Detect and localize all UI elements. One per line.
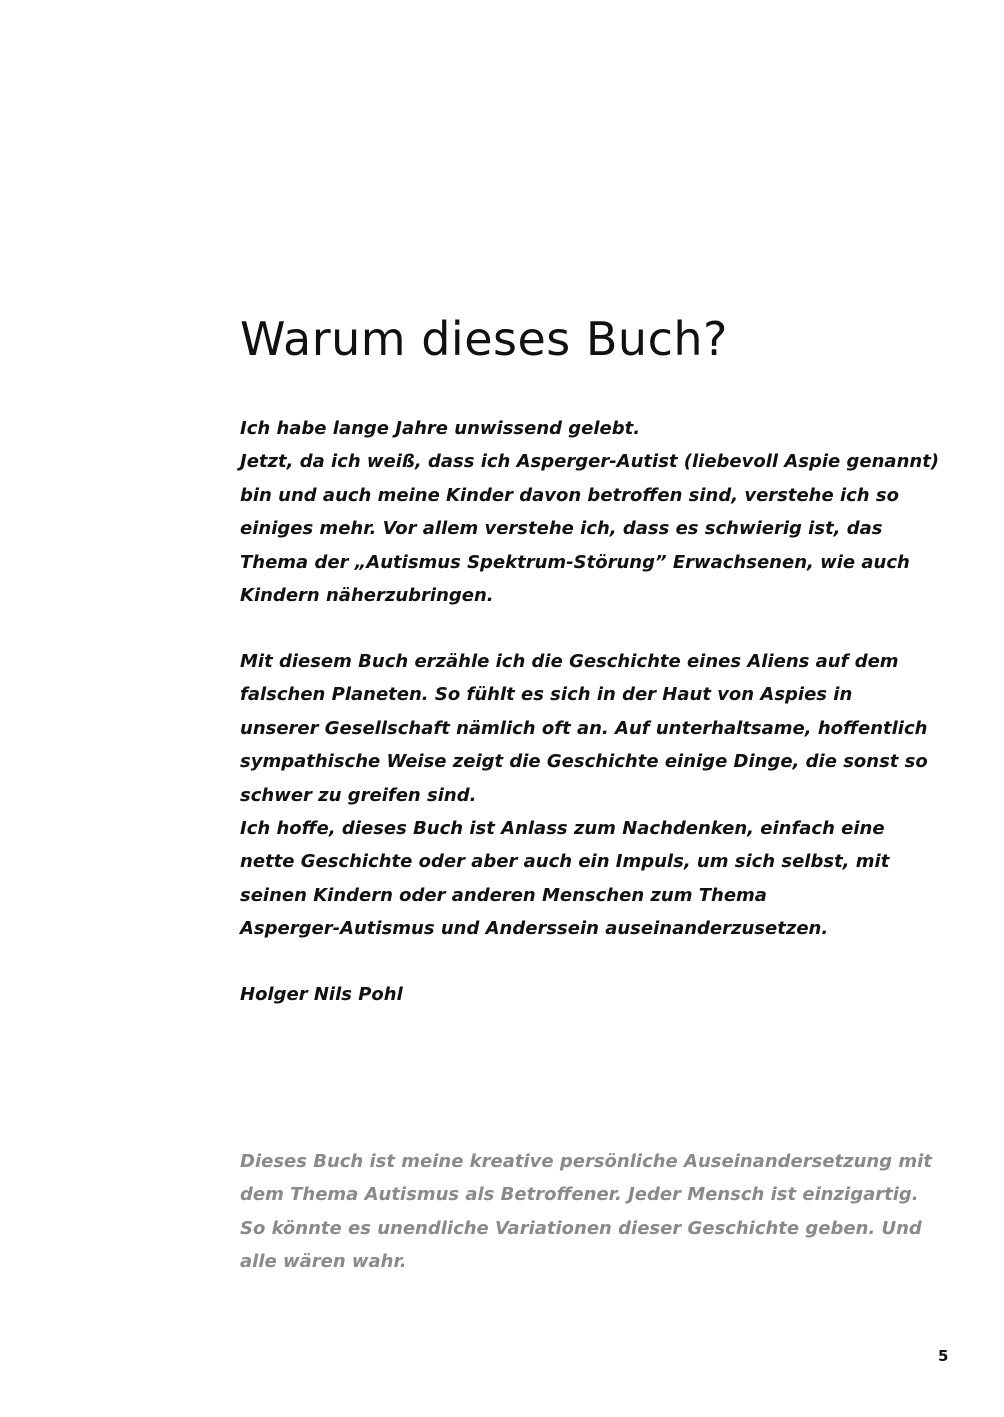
text-line: schwer zu greifen sind. (240, 784, 477, 806)
text-line: sympathische Weise zeigt die Geschichte einige Dinge, die sonst so (240, 751, 928, 773)
text-line: Kindern näherzubringen. (240, 585, 494, 607)
text-line: bin und auch meine Kinder davon betroffen sind, verstehe ich so (240, 484, 899, 506)
text-line: falschen Planeten. So fühlt es sich in der Haut von Aspies in (240, 684, 853, 706)
page-number: 5 (938, 1347, 949, 1365)
text-line: Jetzt, da ich weiß, dass ich Asperger-Autist (liebevoll Aspie genannt) (240, 451, 940, 473)
note-line: alle wären wahr. (240, 1251, 407, 1273)
text-line: Asperger-Autismus und Anderssein auseinanderzusetzen. (240, 918, 829, 940)
text-line: seinen Kindern oder anderen Menschen zum Thema (240, 884, 767, 906)
note-line: Dieses Buch ist meine kreative persönliche Auseinandersetzung mit (240, 1151, 932, 1172)
author-name: Holger Nils Pohl (240, 984, 403, 1005)
intro-paragraph (240, 412, 940, 612)
author-note (240, 1145, 932, 1279)
text-line: unserer Gesellschaft nämlich oft an. Auf unterhaltsame, hoffentlich (240, 717, 928, 739)
note-line: So könnte es unendliche Variationen dieser Geschichte geben. Und (240, 1217, 922, 1239)
text-line: Ich hoffe, dieses Buch ist Anlass zum Nachdenken, einfach eine (240, 818, 885, 840)
text-line: Ich habe lange Jahre unwissend gelebt. (240, 418, 641, 439)
text-line: Mit diesem Buch erzähle ich die Geschichte eines Aliens auf dem (240, 651, 899, 672)
note-line: dem Thema Autismus als Betroffener. Jeder Mensch ist einzigartig. (240, 1184, 919, 1206)
text-line: Thema der „Autismus Spektrum-Störung” Erwachsenen, wie auch (240, 551, 910, 573)
page-title: Warum dieses Buch? (240, 312, 728, 366)
author-signature (240, 978, 880, 1011)
body-paragraph (240, 645, 928, 946)
text-line: einiges mehr. Vor allem verstehe ich, dass es schwierig ist, das (240, 518, 883, 540)
text-line: nette Geschichte oder aber auch ein Impuls, um sich selbst, mit (240, 851, 890, 873)
